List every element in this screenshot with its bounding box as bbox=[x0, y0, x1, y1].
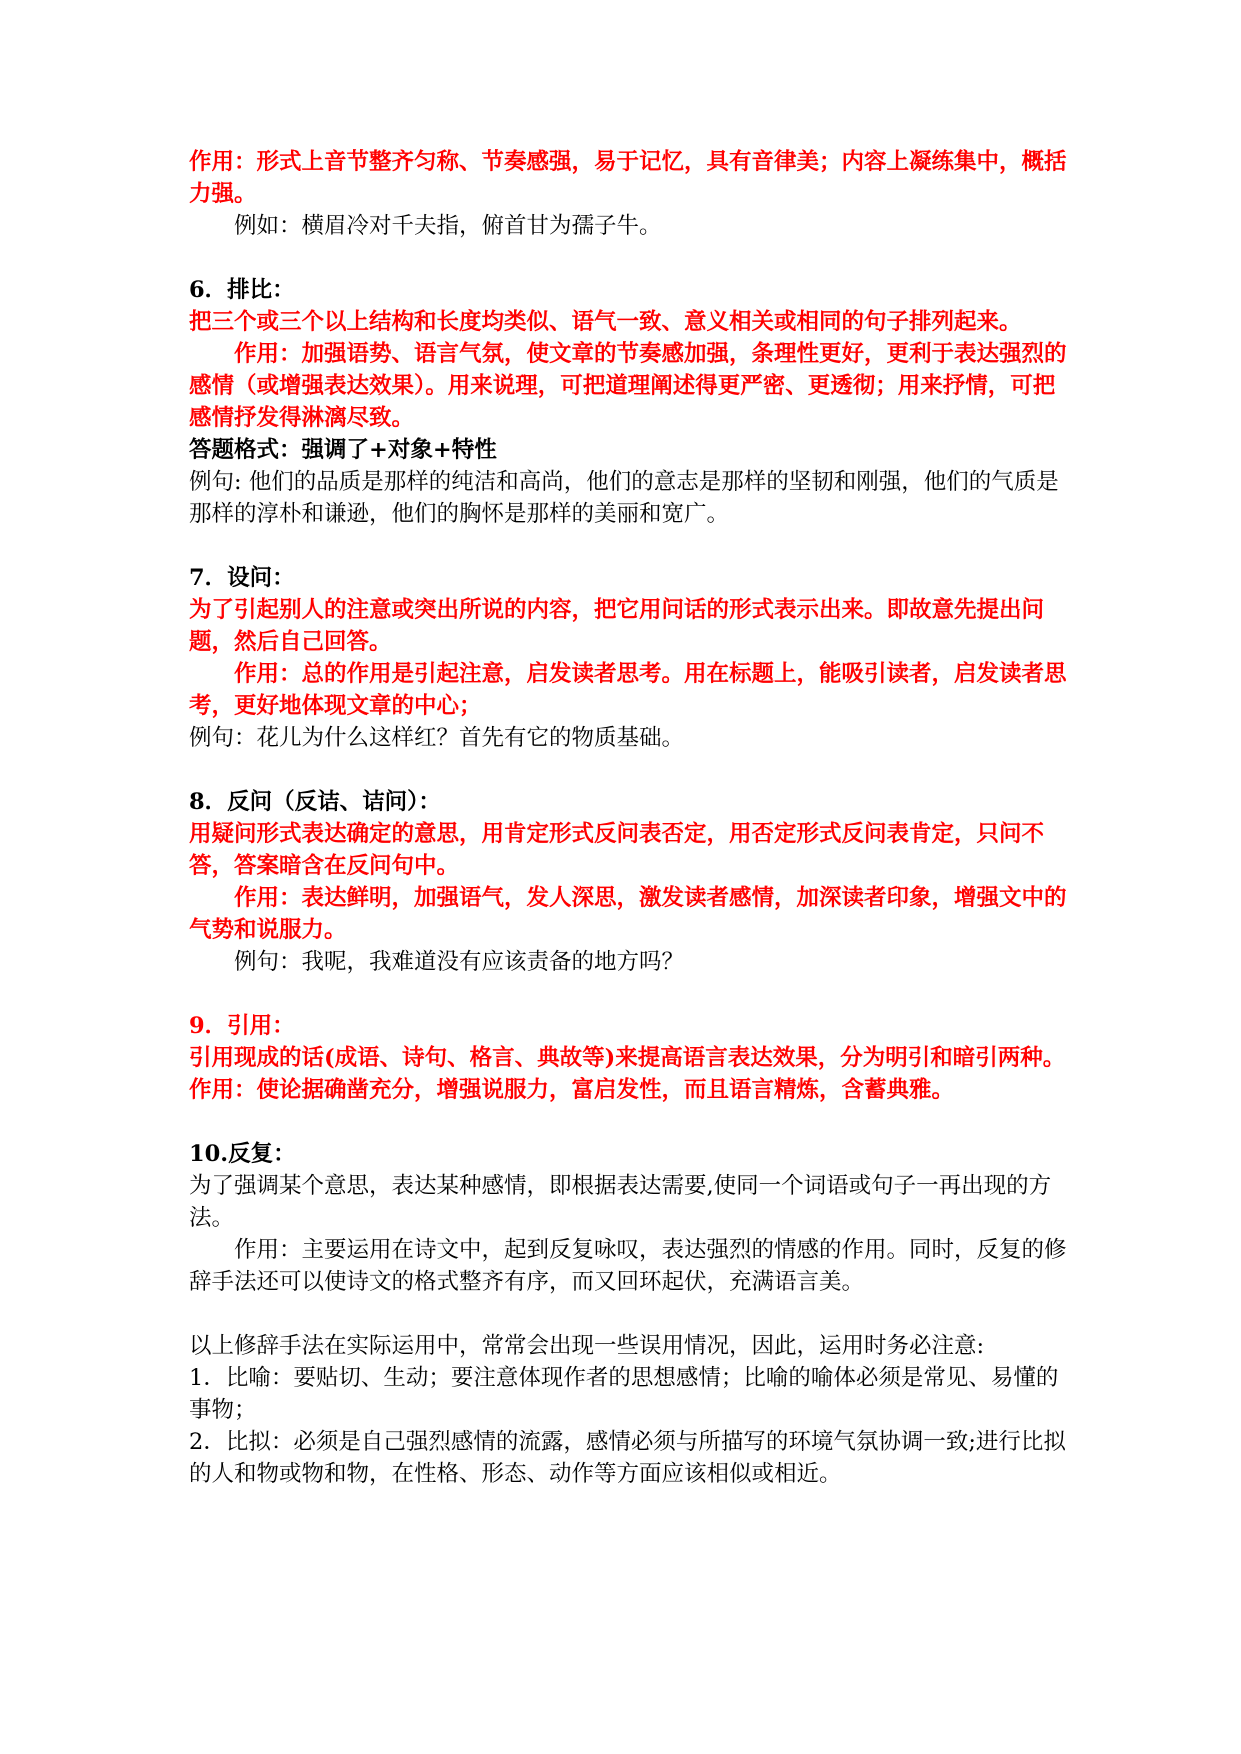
definition-10: 为了强调某个意思，表达某种感情，即根据表达需要,使同一个词语或句子一再出现的方法。 bbox=[189, 1173, 1052, 1231]
definition-6: 把三个或三个以上结构和长度均类似、语气一致、意义相关或相同的句子排列起来。 bbox=[189, 309, 1022, 335]
notes-intro: 以上修辞手法在实际运用中，常常会出现一些误用情况，因此，运用时务必注意: bbox=[189, 1333, 985, 1359]
usage-10: 作用：主要运用在诗文中，起到反复咏叹，表达强烈的情感的作用。同时，反复的修辞手法还可以使诗文的格式整齐有序，而又回环起伏，充满语言美。 bbox=[189, 1237, 1067, 1295]
usage-7: 作用：总的作用是引起注意，启发读者思考。用在标题上，能吸引读者，启发读者思考，更好地体现文章的中心； bbox=[189, 661, 1067, 719]
note-1: 1．比喻：要贴切、生动；要注意体现作者的思想感情；比喻的喻体必须是常见、易懂的事物； bbox=[189, 1365, 1059, 1423]
section-heading-8: 8．反问（反诘、诘问）： bbox=[189, 789, 441, 815]
definition-9: 引用现成的话(成语、诗句、格言、典故等)来提高语言表达效果，分为明引和暗引两种。 bbox=[189, 1045, 1066, 1071]
definition-8: 用疑问形式表达确定的意思，用肯定形式反问表否定，用否定形式反问表肯定，只问不答，答案暗含在反问句中。 bbox=[189, 821, 1045, 879]
section-heading-9: 9．引用： bbox=[189, 1013, 295, 1039]
usage-8: 作用：表达鲜明，加强语气，发人深思，激发读者感情，加深读者印象，增强文中的气势和说服力。 bbox=[189, 885, 1067, 943]
example-7: 例句：花儿为什么这样红？首先有它的物质基础。 bbox=[189, 725, 685, 751]
section-heading-6: 6．排比： bbox=[189, 277, 295, 303]
usage-9: 作用：使论据确凿充分，增强说服力，富启发性，而且语言精炼，含蓄典雅。 bbox=[189, 1077, 955, 1103]
example-line: 例如：横眉冷对千夫指，俯首甘为孺子牛。 bbox=[234, 213, 662, 239]
example-8: 例句：我呢，我难道没有应该责备的地方吗？ bbox=[234, 949, 685, 975]
answer-format-6: 答题格式：强调了+对象+特性 bbox=[189, 437, 497, 463]
note-2: 2．比拟：必须是自己强烈感情的流露，感情必须与所描写的环境气氛协调一致;进行比拟的人和物或物和物，在性格、形态、动作等方面应该相似或相近。 bbox=[189, 1429, 1066, 1487]
document-body bbox=[189, 146, 1069, 1490]
example-6: 例句: 他们的品质是那样的纯洁和高尚，他们的意志是那样的坚韧和刚强，他们的气质是那样的淳朴和谦逊，他们的胸怀是那样的美丽和宽广。 bbox=[189, 469, 1059, 527]
usage-paragraph: 作用：形式上音节整齐匀称、节奏感强，易于记忆，具有音律美；内容上凝练集中，概括力强。 bbox=[189, 149, 1067, 207]
usage-6: 作用：加强语势、语言气氛，使文章的节奏感加强，条理性更好，更利于表达强烈的感情（或增强表达效果）。用来说理，可把道理阐述得更严密、更透彻；用来抒情，可把感情抒发得淋漓尽致。 bbox=[189, 341, 1067, 431]
section-heading-7: 7．设问： bbox=[189, 565, 295, 591]
section-heading-10: 10.反复： bbox=[189, 1141, 296, 1167]
definition-7: 为了引起别人的注意或突出所说的内容，把它用问话的形式表示出来。即故意先提出问题，然后自己回答。 bbox=[189, 597, 1045, 655]
